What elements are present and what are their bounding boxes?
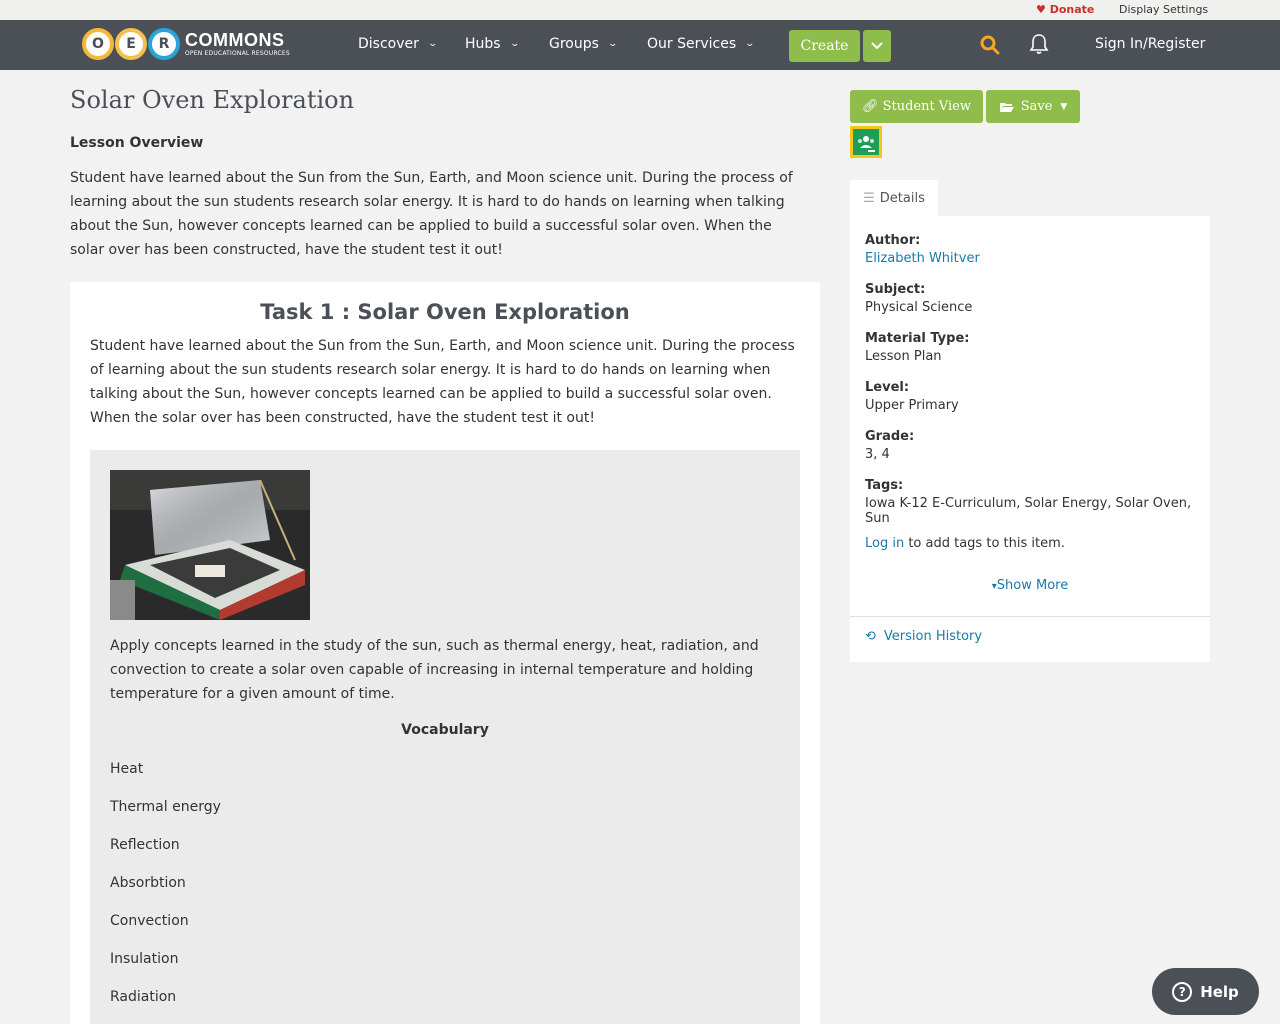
vocab-item: Convection [110, 913, 189, 929]
chevron-down-icon: ⌄ [607, 39, 618, 49]
logo-letter-e: E [115, 28, 147, 60]
chevron-down-icon: ⌄ [744, 39, 756, 49]
show-more-label: Show More [996, 578, 1069, 593]
help-button[interactable] [1152, 968, 1259, 1015]
task-card [70, 282, 820, 1024]
nav-hubs[interactable] [465, 36, 518, 52]
chevron-down-icon: ⌄ [509, 39, 520, 49]
task-content-box [90, 450, 800, 1024]
nav-our-services-label: Our Services [647, 36, 737, 52]
main-navbar [0, 20, 1280, 70]
vocab-item: Absorbtion [110, 875, 186, 891]
vocab-item: Radiation [110, 989, 177, 1005]
grade-label: Grade: [865, 429, 915, 444]
vocabulary-heading: Vocabulary [401, 722, 489, 738]
tab-details[interactable] [850, 180, 938, 217]
level-label: Level: [865, 380, 910, 395]
heart-icon: ♥ [1036, 3, 1046, 16]
history-icon: ⟲ [865, 629, 876, 644]
logo-letter-r: R [148, 28, 180, 60]
sign-in-register-link[interactable]: Sign In/Register [1095, 36, 1206, 52]
oer-commons-logo[interactable] [82, 26, 290, 62]
lesson-overview-label: Lesson Overview [70, 135, 204, 151]
nav-groups-label: Groups [549, 36, 599, 52]
log-in-link[interactable]: Log in [865, 536, 905, 551]
vocab-item: Insulation [110, 951, 179, 967]
subject-value: Physical Science [865, 300, 973, 315]
link-icon: 🔗︎ [862, 99, 879, 114]
logo-letter-o: O [82, 28, 114, 60]
chevron-down-icon [871, 42, 883, 50]
material-type-label: Material Type: [865, 331, 970, 346]
logo-word: COMMONS [185, 30, 285, 50]
author-label: Author: [865, 233, 921, 248]
show-more-link[interactable] [850, 578, 1210, 593]
login-to-tag-text [865, 536, 1065, 551]
nav-discover-label: Discover [358, 36, 419, 52]
logo-subtitle: OPEN EDUCATIONAL RESOURCES [185, 50, 290, 57]
details-panel [850, 216, 1210, 662]
logo-wordmark [185, 31, 290, 57]
version-history-label: Version History [883, 629, 983, 644]
solar-oven-image [110, 470, 310, 620]
chevron-down-icon: ⌄ [427, 39, 438, 49]
chevron-down-icon: ▾ [991, 581, 997, 592]
version-history-link[interactable] [865, 629, 982, 644]
divider [850, 616, 1210, 617]
tags-value: Iowa K-12 E-Curriculum, Solar Energy, Solar Oven, Sun [865, 496, 1192, 526]
nav-our-services[interactable] [647, 36, 754, 52]
folder-open-icon [999, 101, 1015, 113]
create-dropdown-button[interactable] [863, 30, 891, 62]
help-label: Help [1200, 982, 1239, 1001]
tags-label: Tags: [865, 478, 904, 493]
nav-hubs-label: Hubs [465, 36, 501, 52]
donate-label: Donate [1049, 3, 1095, 16]
display-settings-link[interactable]: Display Settings [1119, 3, 1209, 16]
task-title: Task 1 : Solar Oven Exploration [260, 300, 630, 324]
google-classroom-icon[interactable] [850, 126, 882, 158]
grade-value: 3, 4 [865, 447, 890, 462]
task-description: Student have learned about the Sun from the Sun, Earth, and Moon science unit. During the process of learning about the sun students research solar energy. It is hard to do hands on learning when talking about the Sun, however concepts learned can be applied to build a successful solar oven. When the solar over has been constructed, have the student test it out! [90, 338, 795, 426]
utility-bar [0, 0, 1280, 20]
vocab-item: Heat [110, 761, 144, 777]
page-title: Solar Oven Exploration [70, 86, 355, 114]
level-value: Upper Primary [865, 398, 959, 413]
task-objective-text: Apply concepts learned in the study of the sun, such as thermal energy, heat, radiation, and convection to create a solar oven capable of increasing in internal temperature and holding temperature for a given amount of time. [110, 638, 759, 702]
login-suffix: to add tags to this item. [904, 536, 1065, 551]
donate-link[interactable] [1036, 3, 1094, 16]
vocab-item: Reflection [110, 837, 180, 853]
create-button[interactable]: Create [789, 30, 860, 62]
lesson-overview-text: Student have learned about the Sun from the Sun, Earth, and Moon science unit. During the process of learning about the sun students research solar energy. It is hard to do hands on learning when talking about the Sun, however concepts learned can be applied to build a successful solar oven. When the solar over has been constructed, have the student test it out! [70, 170, 793, 258]
list-icon: ☰ [863, 191, 875, 206]
save-button[interactable] [986, 90, 1080, 123]
student-view-button[interactable] [850, 90, 983, 123]
save-label: Save [1020, 99, 1053, 114]
material-type-value: Lesson Plan [865, 349, 942, 364]
nav-groups[interactable] [549, 36, 616, 52]
bell-icon[interactable] [1029, 33, 1049, 55]
subject-label: Subject: [865, 282, 926, 297]
details-tab-label: Details [879, 191, 925, 206]
question-circle-icon: ? [1172, 982, 1192, 1002]
student-view-label: Student View [882, 99, 971, 114]
nav-discover[interactable] [358, 36, 436, 52]
search-icon[interactable] [980, 35, 1000, 55]
author-link[interactable]: Elizabeth Whitver [865, 251, 980, 266]
vocab-item: Thermal energy [110, 799, 221, 815]
caret-down-icon: ▼ [1060, 101, 1068, 112]
